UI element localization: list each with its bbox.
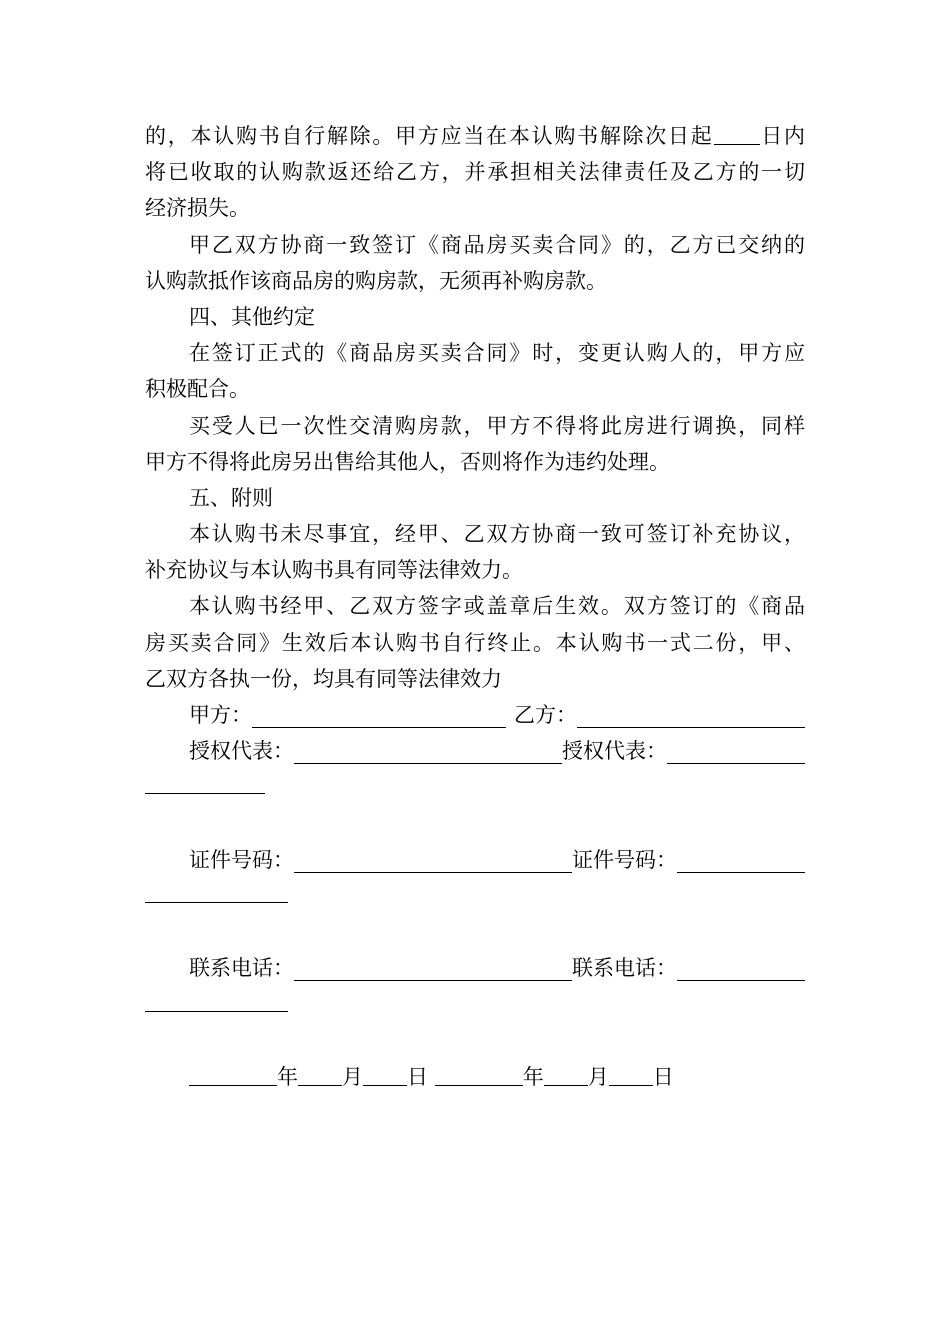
- paragraph-line: 在签订正式的《商品房买卖合同》时，变更认购人的，甲方应: [189, 341, 805, 366]
- phone-b-blank: [677, 958, 805, 981]
- party-a-blank: [252, 705, 506, 728]
- paragraph-line: 房买卖合同》生效后本认购书自行终止。本认购书一式二份，甲、: [145, 630, 805, 655]
- paragraph-line: 认购款抵作该商品房的购房款，无须再补购房款。: [145, 268, 607, 293]
- phone-b-blank-continued: [145, 987, 805, 1023]
- rep-a-blank: [294, 741, 562, 764]
- phone-b-label: 联系电话：: [572, 956, 677, 981]
- year-b-blank: [435, 1063, 523, 1086]
- text-segment: 的，本认购书自行解除。甲方应当在本认购书解除次日起: [145, 124, 714, 148]
- paragraph-line: 本认购书经甲、乙双方签字或盖章后生效。双方签订的《商品: [189, 594, 805, 619]
- paragraph-line: 经济损失。: [145, 196, 250, 221]
- signature-row-id: [145, 842, 805, 878]
- year-a-label: 年: [277, 1064, 298, 1089]
- phone-a-blank: [294, 958, 572, 981]
- rep-b-blank-continued: [145, 769, 805, 805]
- party-b-label: 乙方：: [514, 703, 577, 727]
- paragraph-line: 将已收取的认购款返还给乙方，并承担相关法律责任及乙方的一切: [145, 160, 805, 185]
- day-a-blank: [363, 1063, 407, 1086]
- date-row: [145, 1059, 805, 1095]
- paragraph-line: 甲乙双方协商一致签订《商品房买卖合同》的，乙方已交纳的: [189, 232, 805, 257]
- month-a-blank: [298, 1063, 342, 1086]
- month-a-label: 月: [342, 1064, 363, 1089]
- paragraph-line: 积极配合。: [145, 377, 250, 402]
- rep-b-label: 授权代表：: [562, 739, 667, 764]
- day-a-label: 日: [407, 1064, 428, 1089]
- id-a-blank: [294, 850, 572, 873]
- paragraph-line: 甲方不得将此房另出售给其他人，否则将作为违约处理。: [145, 449, 670, 474]
- id-b-blank-continued: [145, 878, 805, 914]
- rep-a-label: 授权代表：: [189, 739, 294, 764]
- id-b-blank: [677, 850, 805, 873]
- day-b-blank: [609, 1063, 653, 1086]
- contract-page: [145, 118, 805, 1095]
- paragraph-line: 乙双方各执一份，均具有同等法律效力: [145, 666, 502, 691]
- text-segment: 日内: [759, 124, 805, 148]
- year-a-blank: [189, 1063, 277, 1086]
- month-b-label: 月: [587, 1064, 609, 1089]
- signature-row-phone: [145, 950, 805, 986]
- paragraph-line: [145, 118, 805, 154]
- section-heading: 四、其他约定: [189, 304, 315, 329]
- year-b-label: 年: [522, 1064, 544, 1089]
- party-b-blank: [577, 705, 805, 728]
- paragraph-line: 补充协议与本认购书具有同等法律效力。: [145, 558, 523, 583]
- id-b-label: 证件号码：: [572, 847, 677, 872]
- section-heading: 五、附则: [189, 485, 273, 510]
- signature-row-party: [145, 697, 805, 733]
- month-b-blank: [544, 1063, 588, 1086]
- day-b-label: 日: [652, 1064, 674, 1089]
- rep-b-blank: [667, 741, 805, 764]
- phone-a-label: 联系电话：: [189, 956, 294, 981]
- signature-row-rep: [145, 733, 805, 769]
- days-blank: [714, 122, 760, 145]
- paragraph-line: 买受人已一次性交清购房款，甲方不得将此房进行调换，同样: [189, 413, 805, 438]
- id-a-label: 证件号码：: [189, 847, 294, 872]
- paragraph-line: 本认购书未尽事宜，经甲、乙双方协商一致可签订补充协议，: [189, 522, 805, 547]
- party-a-label: 甲方：: [189, 703, 252, 727]
